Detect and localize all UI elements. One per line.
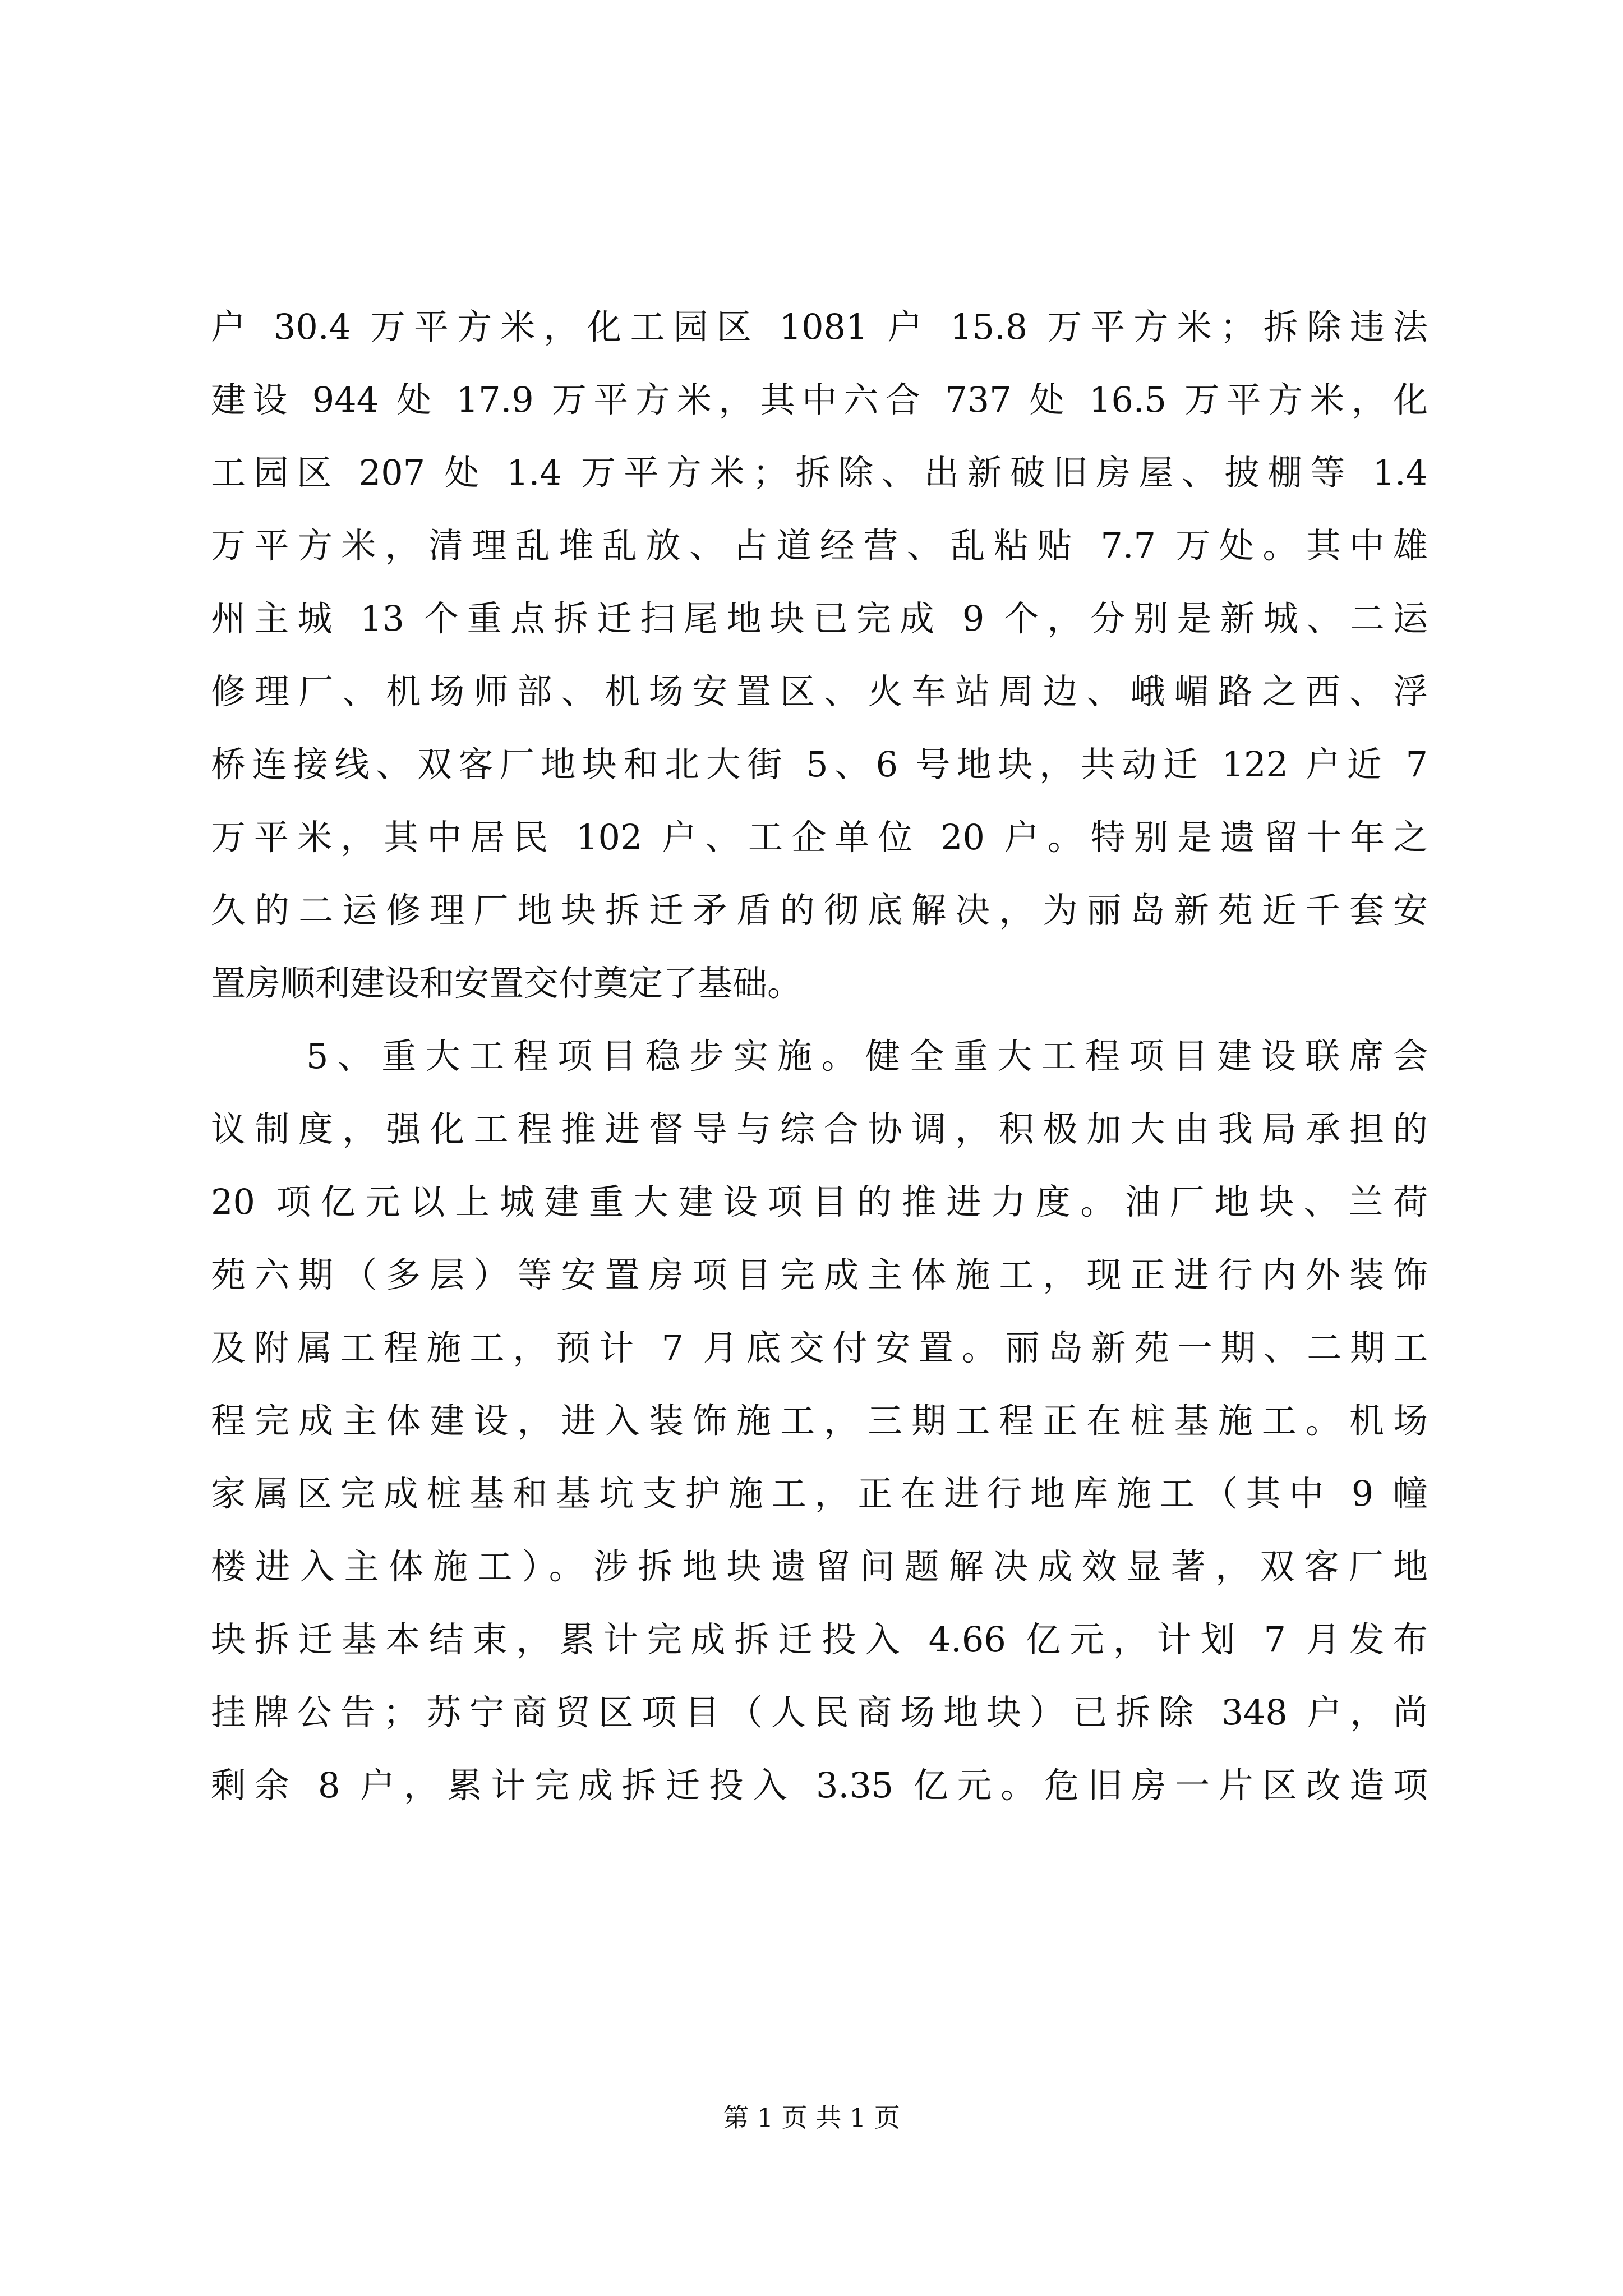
- text-line: 家属区完成桩基和基坑支护施工，正在进行地库施工（其中 9 幢: [211, 1473, 1428, 1514]
- text-line: 剩余 8 户，累计完成拆迁投入 3.35 亿元。危旧房一片区改造项: [211, 1765, 1428, 1806]
- text-line: 5、重大工程项目稳步实施。健全重大工程项目建设联席会: [306, 1036, 1428, 1076]
- text-line: 万平方米，清理乱堆乱放、占道经营、乱粘贴 7.7 万处。其中雄: [211, 525, 1428, 566]
- text-line: 楼进入主体施工）。涉拆地块遗留问题解决成效显著，双客厂地: [211, 1546, 1428, 1587]
- page-number-footer: 第 1 页 共 1 页: [723, 2102, 900, 2133]
- text-line: 桥连接线、双客厂地块和北大街 5、6 号地块，共动迁 122 户近 7: [211, 744, 1428, 785]
- text-line: 块拆迁基本结束，累计完成拆迁投入 4.66 亿元，计划 7 月发布: [211, 1619, 1428, 1660]
- text-line: 置房顺利建设和安置交付奠定了基础。: [211, 963, 803, 1004]
- text-line: 及附属工程施工，预计 7 月底交付安置。丽岛新苑一期、二期工: [211, 1327, 1428, 1368]
- text-line: 20 项亿元以上城建重大建设项目的推进力度。油厂地块、兰荷: [211, 1181, 1428, 1222]
- paragraph-1: [211, 291, 1428, 1020]
- paragraph-2: [211, 1020, 1428, 1822]
- text-line: 户 30.4 万平方米，化工园区 1081 户 15.8 万平方米；拆除违法: [211, 306, 1428, 347]
- body-text: [211, 291, 1428, 1822]
- text-line: 议制度，强化工程推进督导与综合协调，积极加大由我局承担的: [211, 1108, 1428, 1149]
- text-line: 苑六期（多层）等安置房项目完成主体施工，现正进行内外装饰: [211, 1254, 1428, 1295]
- text-line: 修理厂、机场师部、机场安置区、火车站周边、峨嵋路之西、浮: [211, 671, 1428, 712]
- text-line: 程完成主体建设，进入装饰施工，三期工程正在桩基施工。机场: [211, 1400, 1428, 1441]
- text-line: 万平米，其中居民 102 户、工企单位 20 户。特别是遗留十年之: [211, 817, 1428, 858]
- text-line: 建设 944 处 17.9 万平方米，其中六合 737 处 16.5 万平方米，化: [211, 379, 1428, 420]
- text-line: 挂牌公告；苏宁商贸区项目（人民商场地块）已拆除 348 户，尚: [211, 1692, 1428, 1733]
- text-line: 工园区 207 处 1.4 万平方米；拆除、出新破旧房屋、披棚等 1.4: [211, 452, 1428, 493]
- text-line: 久的二运修理厂地块拆迁矛盾的彻底解决，为丽岛新苑近千套安: [211, 890, 1428, 931]
- text-line: 州主城 13 个重点拆迁扫尾地块已完成 9 个，分别是新城、二运: [211, 598, 1428, 639]
